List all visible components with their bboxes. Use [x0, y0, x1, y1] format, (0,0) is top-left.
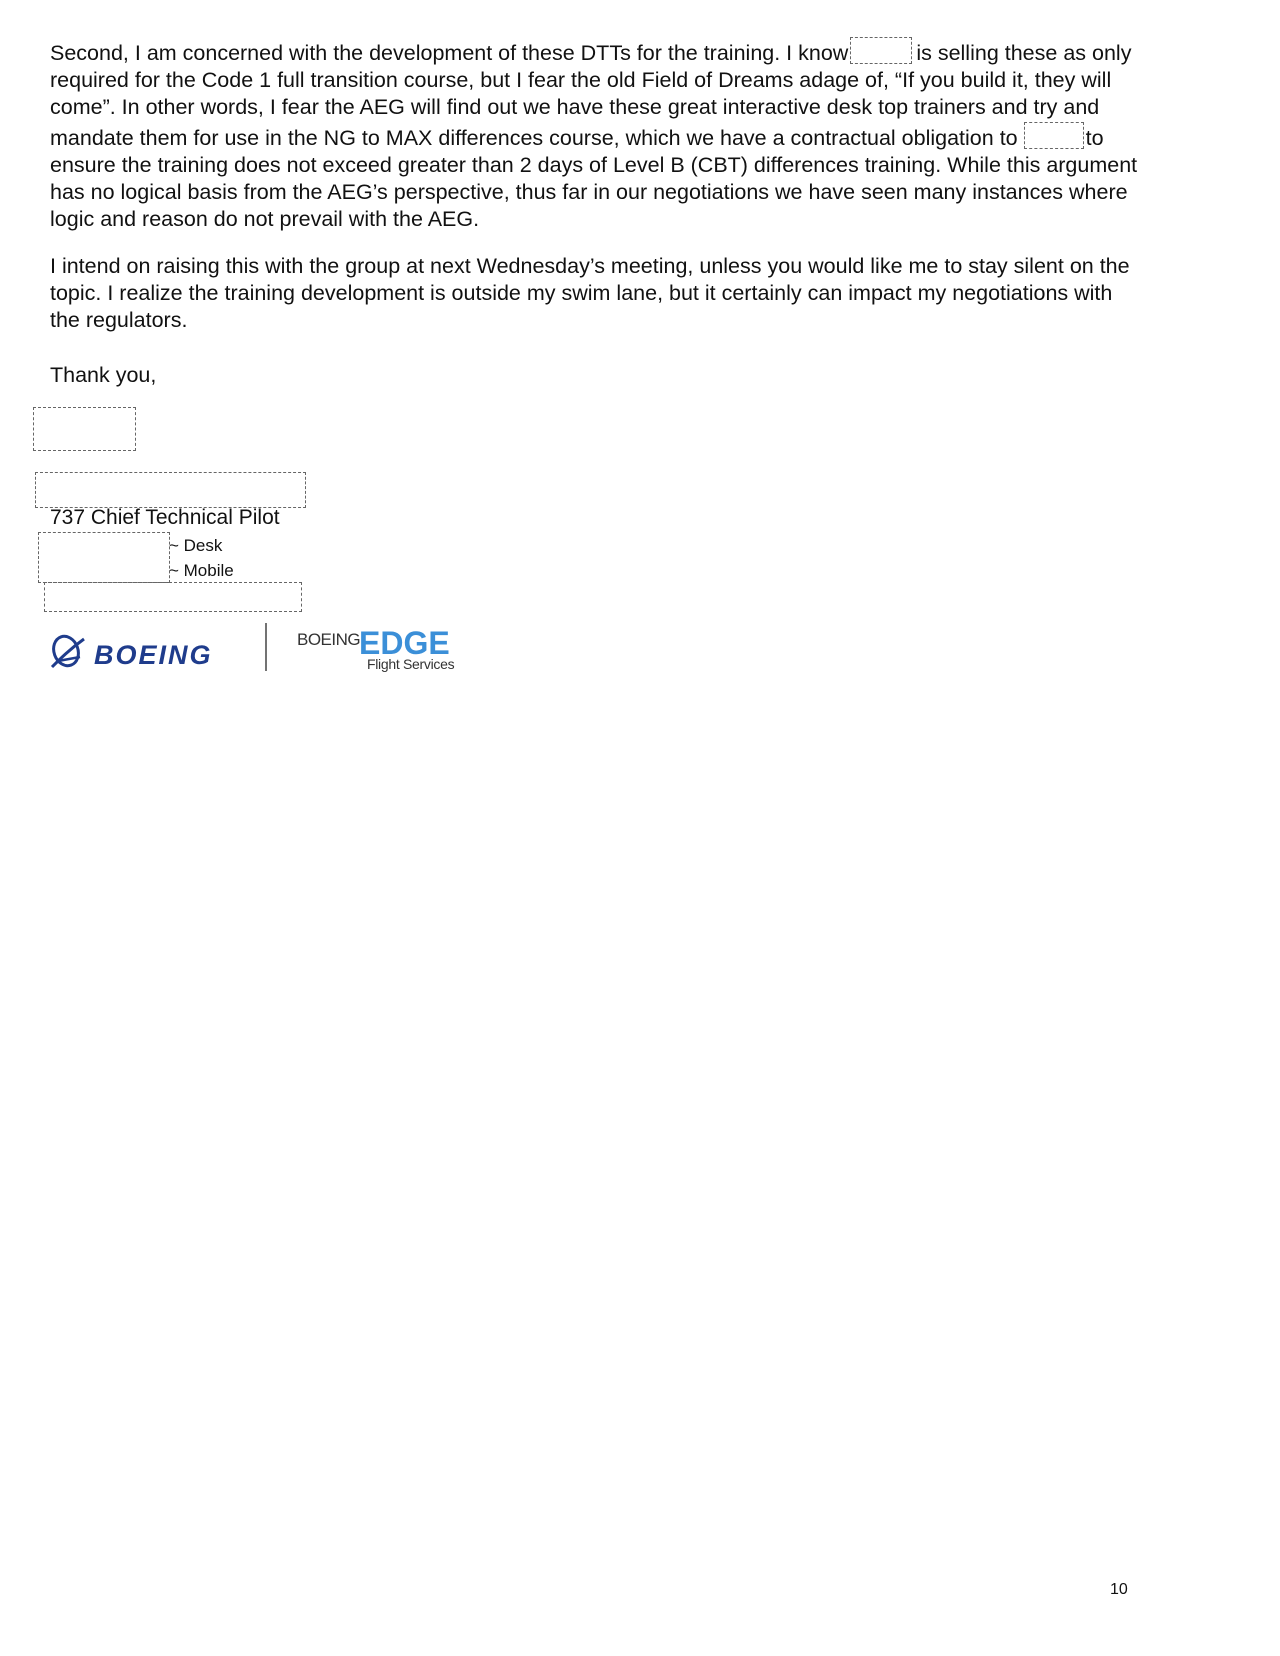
boeing-wordmark: BOEING	[94, 640, 213, 670]
paragraph-meeting-intent	[50, 253, 1210, 335]
text-line: I intend on raising this with the group at next Wednesday’s meeting, unless you would like me to stay silent on the	[50, 254, 1130, 278]
redacted-signature-name	[33, 407, 136, 451]
text-line: has no logical basis from the AEG’s perspective, thus far in our negotiations we have seen many instances where	[50, 180, 1128, 205]
redacted-name	[1024, 122, 1084, 149]
paragraph-dtt-concern	[50, 37, 1210, 233]
text-line	[50, 122, 1210, 152]
edge-subtitle: Flight Services	[367, 656, 455, 672]
text-line: required for the Code 1 full transition course, but I fear the old Field of Dreams adage of, “If you build it, they will	[50, 68, 1112, 93]
text-line: the regulators.	[50, 308, 188, 333]
desk-phone-label: ~ Desk	[169, 536, 223, 555]
logos-svg	[50, 623, 480, 683]
redacted-phone-numbers	[38, 532, 170, 583]
edge-wordmark: EDGE	[359, 625, 450, 661]
text-line: topic. I realize the training development is outside my swim lane, but it certainly can impact my negotiations with	[50, 281, 1113, 306]
logo-block	[50, 623, 480, 683]
text-segment: Second, I am concerned with the development of these DTTs for the training. I know	[50, 41, 849, 65]
text-line	[50, 37, 1210, 67]
text-segment: mandate them for use in the NG to MAX differences course, which we have a contractual obligation to	[50, 125, 1018, 150]
text-line: ensure the training does not exceed greater than 2 days of Level B (CBT) differences training. While this argument	[50, 152, 1138, 177]
text-line: come”. In other words, I fear the AEG will find out we have these great interactive desk top trainers and try and	[50, 95, 1100, 120]
text-segment: is selling these as only	[916, 41, 1132, 65]
redacted-full-name	[35, 472, 306, 508]
mobile-phone-label: ~ Mobile	[169, 561, 234, 580]
redacted-name	[850, 37, 912, 64]
text-line: logic and reason do not prevail with the AEG.	[50, 207, 480, 232]
signature-title: 737 Chief Technical Pilot	[50, 506, 280, 529]
edge-prefix: BOEING	[297, 630, 361, 649]
boeing-symbol-icon	[50, 633, 84, 669]
redacted-email	[44, 582, 302, 612]
text-segment: to	[1085, 125, 1104, 150]
page-number: 10	[1110, 1581, 1128, 1598]
closing-salutation: Thank you,	[50, 363, 157, 387]
